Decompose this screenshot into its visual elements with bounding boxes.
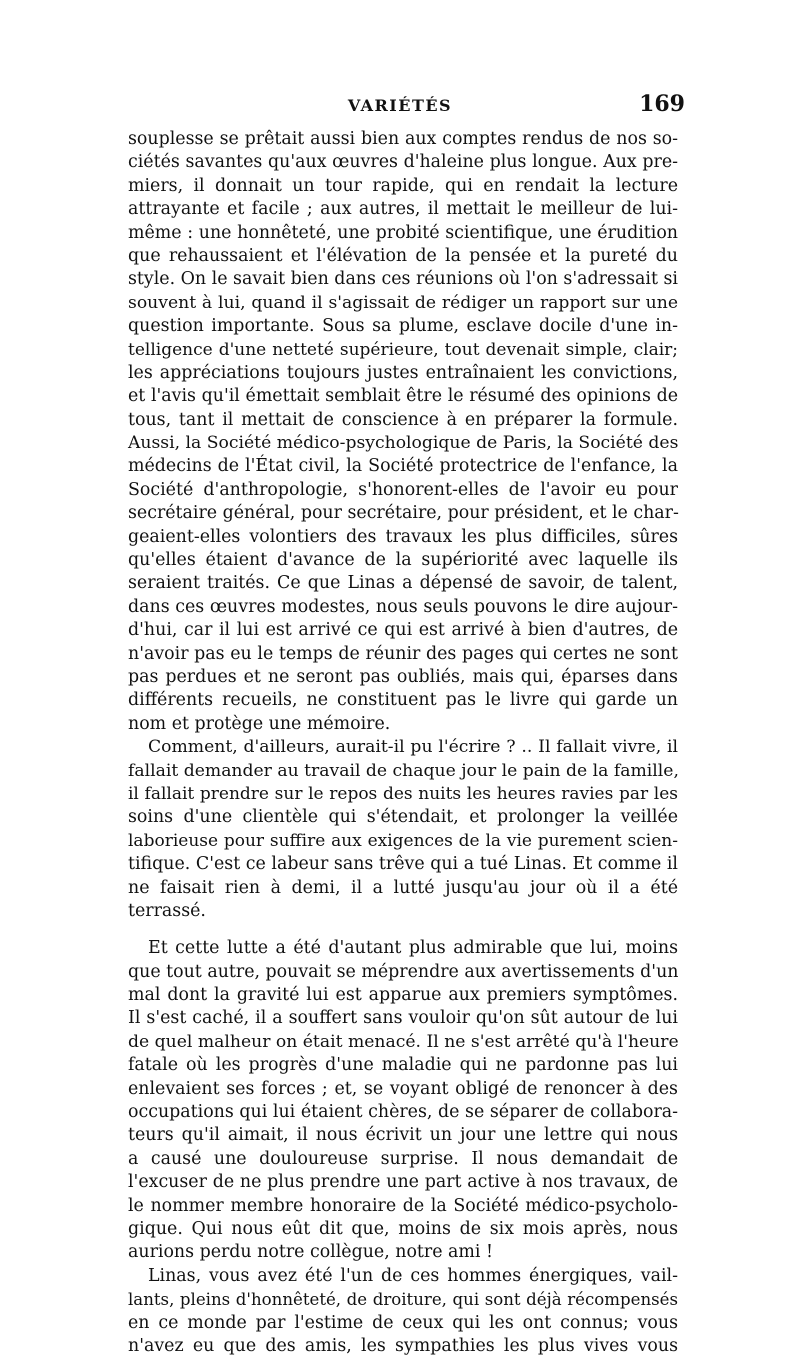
text-line: de quel malheur on était menacé. Il ne s'est arrêté qu'à l'heure [128,1031,679,1052]
text-line: différents recueils, ne constituent pas le livre qui garde un [128,690,678,711]
text-line: mal dont la gravité lui est apparue aux premiers symptômes. [128,985,678,1006]
text-line: tous, tant il mettait de conscience à en préparer la formule. [128,409,678,430]
text-line: occupations qui lui étaient chères, de se séparer de collabora- [128,1102,678,1123]
text-line: a causé une douloureuse surprise. Il nous demandait de [128,1148,678,1169]
text-line: teurs qu'il aimait, il nous écrivit un jour une lettre qui nous [128,1125,678,1146]
text-line: souvent à lui, quand il s'agissait de rédiger un rapport sur une [128,292,678,313]
text-line: Linas, vous avez été l'un de ces hommes énergiques, vail- [148,1265,678,1286]
text-line: seraient traités. Ce que Linas a dépensé de savoir, de talent, [128,573,678,594]
text-line: fatale où les progrès d'une maladie qui ne pardonne pas lui [128,1055,678,1076]
text-line: il fallait prendre sur le repos des nuits les heures ravies par les [128,783,678,804]
text-line: tifique. C'est ce labeur sans trêve qui a tué Linas. Et comme il [128,854,678,875]
running-head [0,93,800,123]
running-title: VARIÉTÉS [347,96,453,115]
page-number: 169 [639,91,685,117]
paragraph-2 [128,736,678,923]
text-line: le nommer membre honoraire de la Société médico-psycholo- [128,1195,678,1216]
text-line: qu'elles étaient d'avance de la supériorité avec laquelle ils [128,550,678,571]
text-line: question importante. Sous sa plume, esclave docile d'une in- [128,316,678,337]
text-line: fallait demander au travail de chaque jour le pain de la famille, [128,760,679,781]
text-line: souplesse se prêtait aussi bien aux comptes rendus de nos so- [128,129,678,149]
text-line: n'avez eu que des amis, les sympathies les plus vives vous [128,1335,678,1356]
text-line: gique. Qui nous eût dit que, moins de six mois après, nous [128,1218,678,1239]
text-line: en ce monde par l'estime de ceux qui les ont connus; vous [128,1312,678,1333]
text-line: terrassé. [128,900,206,921]
paragraph-1 [128,128,678,736]
text-line: geaient-elles volontiers des travaux les plus difficiles, sûres [128,526,678,547]
text-line: Société d'anthropologie, s'honorent-elles de l'avoir eu pour [128,479,678,500]
text-line: Comment, d'ailleurs, aurait-il pu l'écrire ? .. Il fallait vivre, il [148,737,678,758]
text-line: attrayante et facile ; aux autres, il mettait le meilleur de lui- [128,199,678,220]
text-line: même : une honnêteté, une probité scientifique, une érudition [128,222,678,243]
paragraph-3 [128,937,678,1264]
text-line: secrétaire général, pour secrétaire, pour président, et le char- [128,503,679,524]
text-line: ciétés savantes qu'aux œuvres d'haleine plus longue. Aux pre- [128,152,678,173]
text-line: pas perdues et ne seront pas oubliés, mais qui, éparses dans [128,666,678,687]
text-line: Et cette lutte a été d'autant plus admirable que lui, moins [148,938,678,959]
text-line: soins d'une clientèle qui s'étendait, et prolonger la veillée [128,807,678,828]
text-line: style. On le savait bien dans ces réunions où l'on s'adressait si [128,269,678,290]
text-line: aurions perdu notre collègue, notre ami ! [128,1242,493,1263]
text-line: laborieuse pour suffire aux exigences de la vie purement scien- [128,830,678,851]
text-line: que tout autre, pouvait se méprendre aux avertissements d'un [128,961,679,982]
text-line: que rehaussaient et l'élévation de la pensée et la pureté du [128,245,678,266]
text-line: médecins de l'État civil, la Société protectrice de l'enfance, la [128,456,678,477]
paragraph-4 [128,1265,678,1358]
text-line: l'excuser de ne plus prendre une part active à nos travaux, de [128,1172,678,1193]
text-line: ne faisait rien à demi, il a lutté jusqu'au jour où il a été [128,877,678,898]
text-line: dans ces œuvres modestes, nous seuls pouvons le dire aujour- [128,596,678,617]
text-line: les appréciations toujours justes entraînaient les convictions, [128,362,678,383]
text-line: et l'avis qu'il émettait semblait être le résumé des opinions de [128,386,678,407]
text-line: Il s'est caché, il a souffert sans vouloir qu'on sût autour de lui [128,1008,678,1029]
text-line: lants, pleins d'honnêteté, de droiture, qui sont déjà récompensés [128,1290,678,1310]
text-line: telligence d'une netteté supérieure, tout devenait simple, clair; [128,339,678,360]
text-line: enlevaient ses forces ; et, se voyant obligé de renoncer à des [128,1078,678,1099]
body-text [128,128,678,1358]
text-line: n'avoir pas eu le temps de réunir des pages qui certes ne sont [128,643,678,664]
text-line: d'hui, car il lui est arrivé ce qui est arrivé à bien d'autres, de [128,620,678,641]
text-line: Aussi, la Société médico-psychologique de Paris, la Société des [128,433,679,454]
text-line: miers, il donnait un tour rapide, qui en rendait la lecture [128,175,678,196]
text-line: nom et protège une mémoire. [128,713,391,734]
